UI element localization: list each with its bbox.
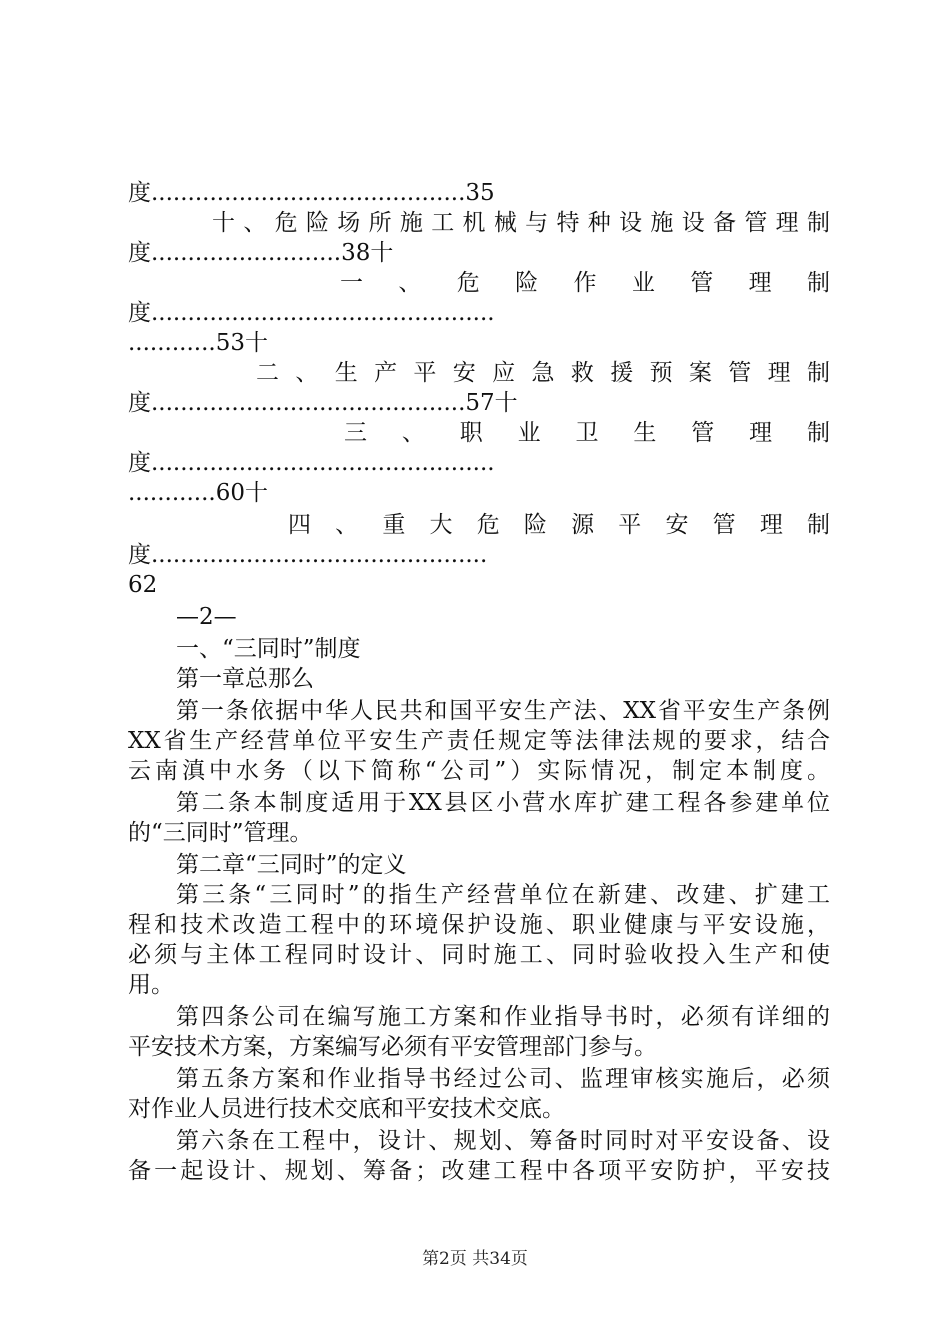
toc-line: 度..........................38十 xyxy=(128,240,394,266)
toc-line: 度.............................................. xyxy=(128,542,488,568)
toc-line: ............60十 xyxy=(128,480,268,506)
paragraph-line: XX省生产经营单位平安生产责任规定等法律法规的要求，结合 xyxy=(128,728,830,754)
toc-line: 度...........................................57十 xyxy=(128,390,518,416)
chapter-heading: 第一章总那么 xyxy=(176,666,314,692)
toc-heading: 一、危险作业管理制 xyxy=(340,270,830,296)
paragraph-line: 备一起设计、规划、筹备；改建工程中各项平安防护，平安技 xyxy=(128,1158,830,1184)
paragraph-line: 对作业人员进行技术交底和平安技术交底。 xyxy=(128,1096,565,1122)
toc-heading: 二、生产平安应急救援预案管理制 xyxy=(256,360,830,386)
toc-line: 度............................................... xyxy=(128,300,495,326)
paragraph-line: 云南滇中水务（以下简称“公司”）实际情况，制定本制度。 xyxy=(128,758,830,784)
toc-line: 度............................................... xyxy=(128,450,495,476)
paragraph-line: 的“三同时”管理。 xyxy=(128,820,313,846)
paragraph-line: 第二条本制度适用于XX县区小营水库扩建工程各参建单位 xyxy=(176,790,830,816)
paragraph-line: 平安技术方案，方案编写必须有平安管理部门参与。 xyxy=(128,1034,657,1060)
paragraph-line: 用。 xyxy=(128,972,174,998)
page-footer: 第2页 共34页 xyxy=(422,1249,528,1269)
toc-heading: 十、危险场所施工机械与特种设施设备管理制 xyxy=(212,210,830,236)
toc-line: 62 xyxy=(128,572,158,598)
page-marker: —2— xyxy=(176,604,237,630)
toc-line: 度...........................................35 xyxy=(128,180,495,206)
toc-heading: 四、重大危险源平安管理制 xyxy=(288,512,830,538)
paragraph-line: 第六条在工程中，设计、规划、筹备时同时对平安设备、设 xyxy=(176,1128,830,1154)
paragraph-line: 第四条公司在编写施工方案和作业指导书时，必须有详细的 xyxy=(176,1004,830,1030)
paragraph-line: 第三条“三同时”的指生产经营单位在新建、改建、扩建工 xyxy=(176,882,830,908)
paragraph-line: 第一条依据中华人民共和国平安生产法、XX省平安生产条例 xyxy=(176,698,830,724)
paragraph-line: 程和技术改造工程中的环境保护设施、职业健康与平安设施， xyxy=(128,912,830,938)
chapter-heading: 第二章“三同时”的定义 xyxy=(176,852,407,878)
toc-line: ............53十 xyxy=(128,330,268,356)
section-title: 一、“三同时”制度 xyxy=(176,636,361,662)
paragraph-line: 必须与主体工程同时设计、同时施工、同时验收投入生产和使 xyxy=(128,942,830,968)
paragraph-line: 第五条方案和作业指导书经过公司、监理审核实施后，必须 xyxy=(176,1066,830,1092)
toc-heading: 三、职业卫生管理制 xyxy=(344,420,830,446)
